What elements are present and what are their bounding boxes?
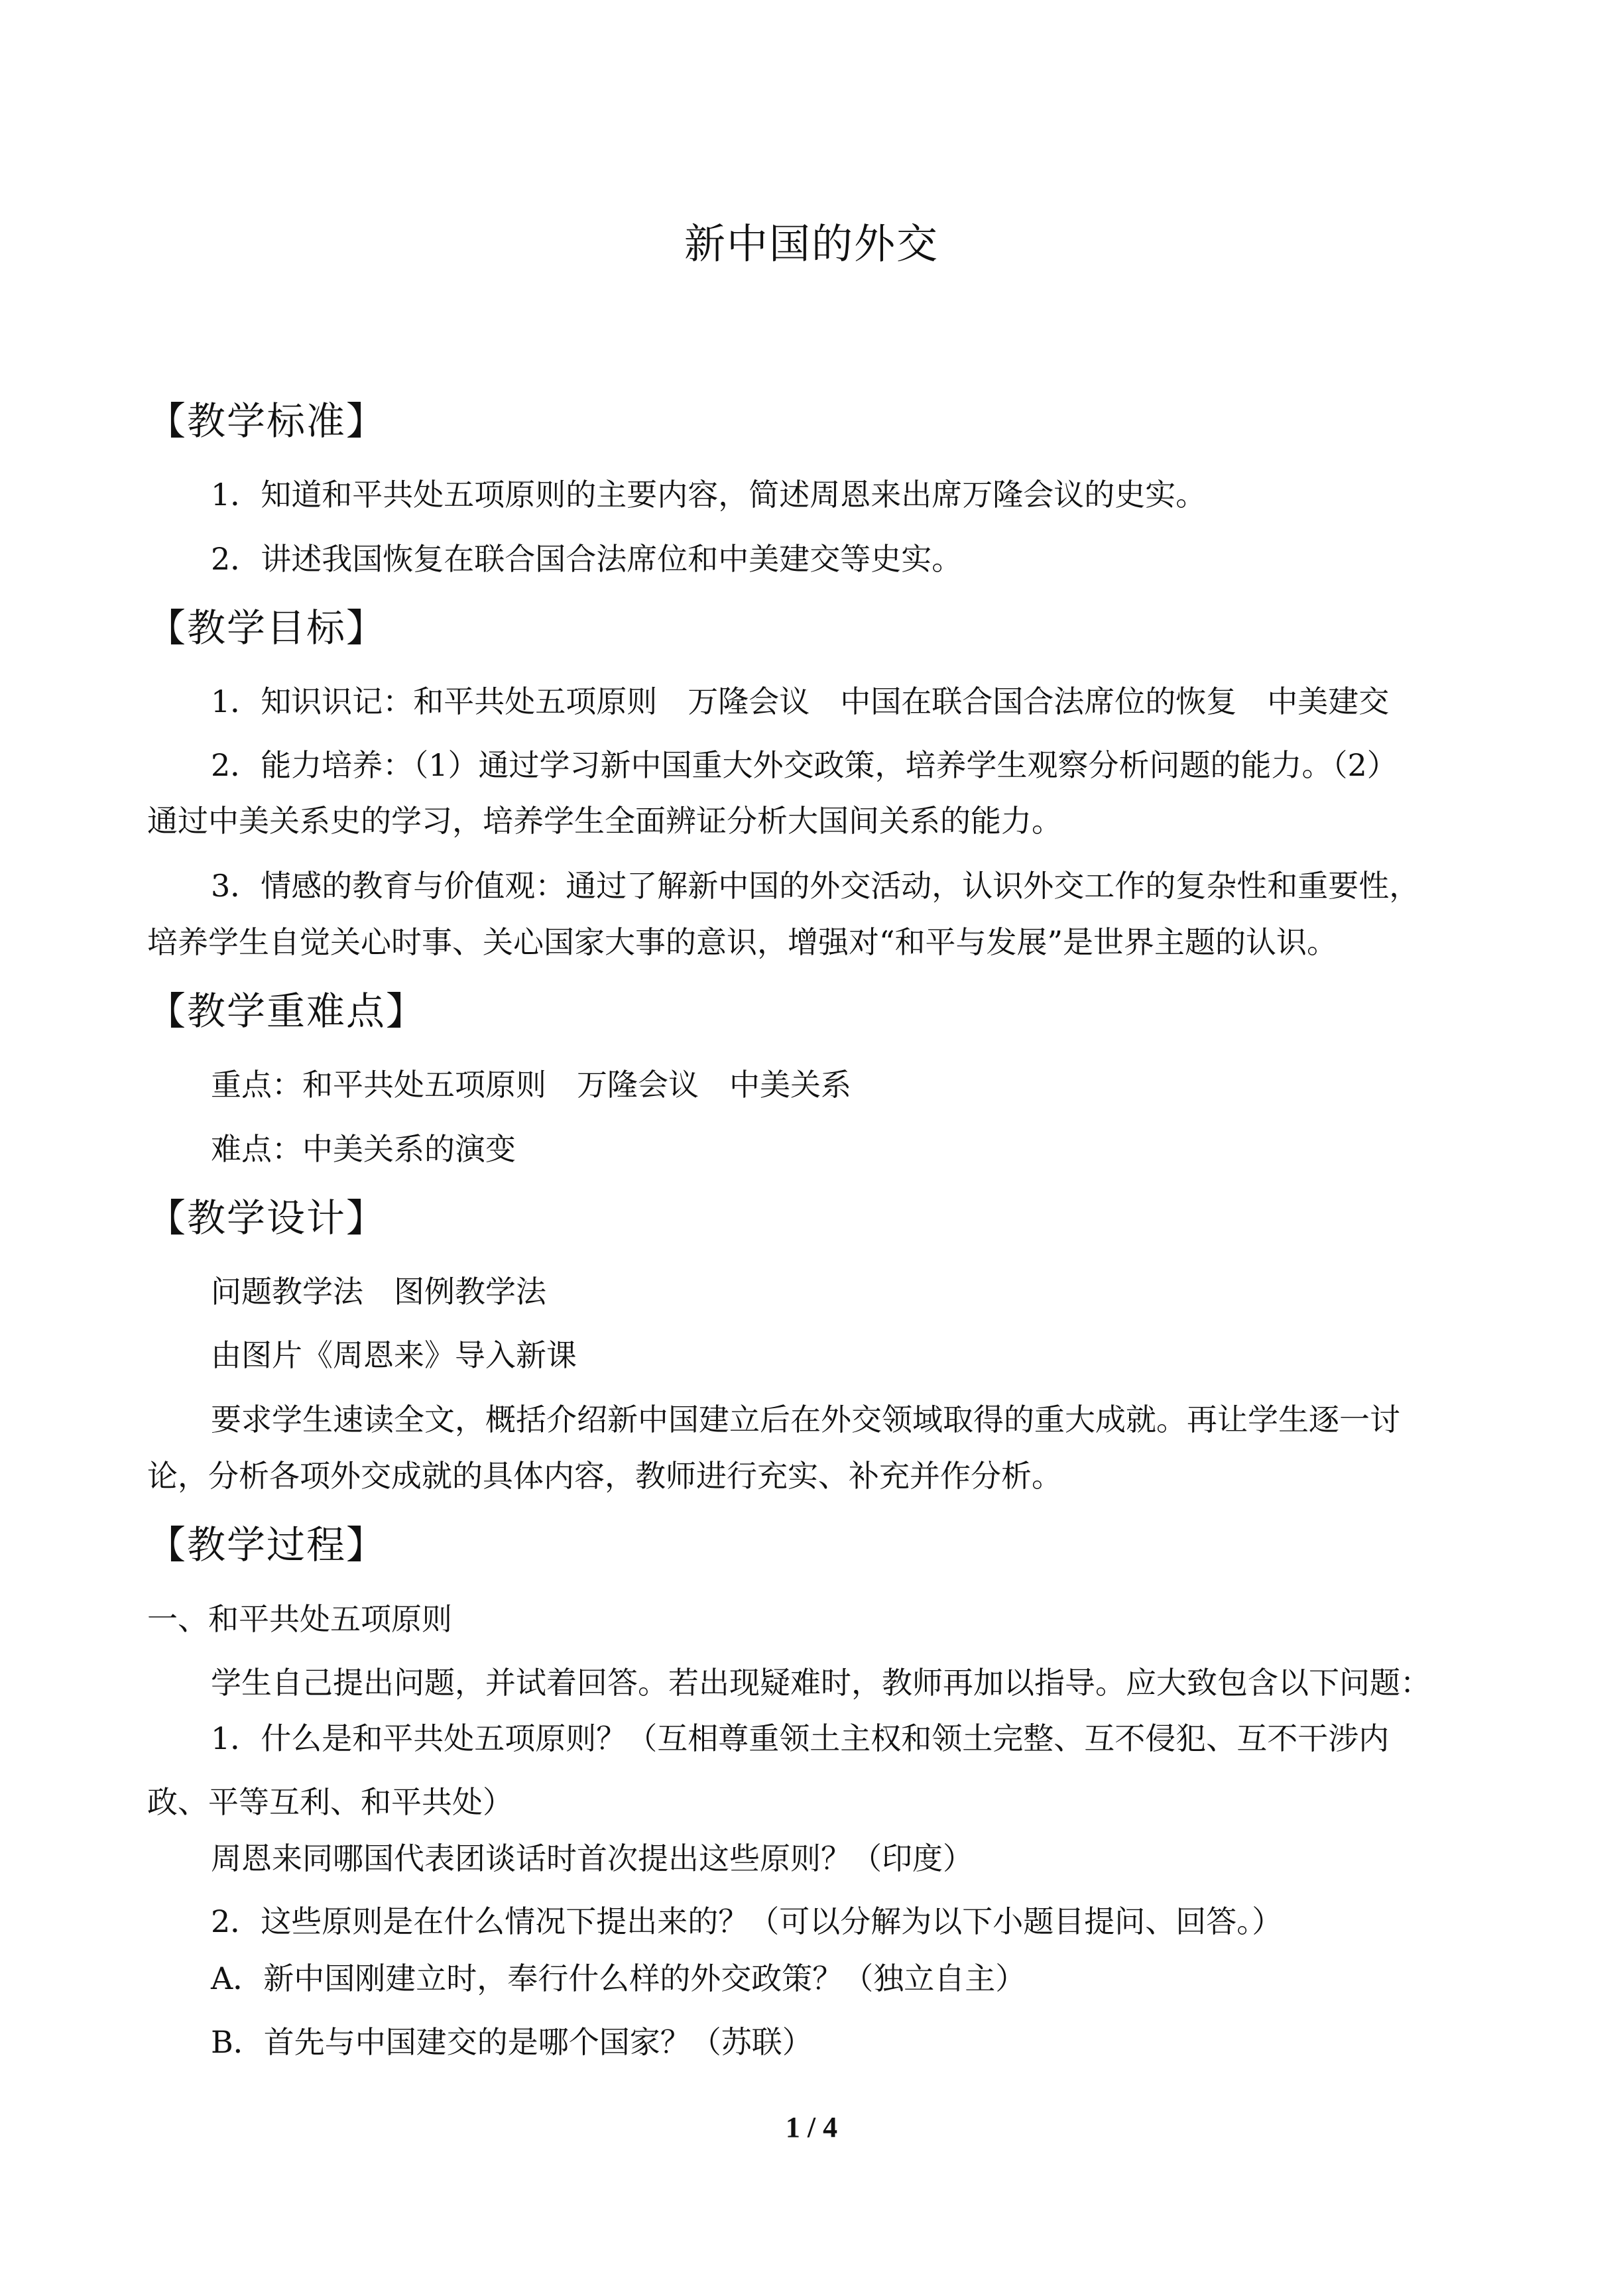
process-line-1: 一、和平共处五项原则: [147, 1601, 452, 1637]
goals-line-5: 培养学生自觉关心时事、关心国家大事的意识，增强对“和平与发展”是世界主题的认识。: [147, 924, 1338, 960]
goals-line-3: 通过中美关系史的学习，培养学生全面辨证分析大国间关系的能力。: [147, 803, 1062, 839]
design-line-3: 要求学生速读全文，概括介绍新中国建立后在外交领域取得的重大成就。再让学生逐一讨: [211, 1402, 1400, 1437]
process-line-7: A．新中国刚建立时，奉行什么样的外交政策？（独立自主）: [211, 1961, 1026, 1996]
process-line-5: 周恩来同哪国代表团谈话时首次提出这些原则？（印度）: [211, 1841, 973, 1876]
design-line-1: 问题教学法 图例教学法: [211, 1274, 546, 1309]
goals-line-2: 2．能力培养：（1）通过学习新中国重大外交政策，培养学生观察分析问题的能力。（2）: [211, 747, 1398, 783]
standard-line-1: 1．知道和平共处五项原则的主要内容，简述周恩来出席万隆会议的史实。: [211, 477, 1207, 513]
keypoints-line-1: 重点：和平共处五项原则 万隆会议 中美关系: [211, 1067, 851, 1103]
design-line-4: 论，分析各项外交成就的具体内容，教师进行充实、补充并作分析。: [147, 1458, 1062, 1494]
keypoints-line-2: 难点：中美关系的演变: [211, 1131, 516, 1167]
section-heading-standard: 【教学标准】: [147, 398, 387, 444]
section-heading-process: 【教学过程】: [147, 1522, 387, 1567]
goals-line-4: 3．情感的教育与价值观：通过了解新中国的外交活动，认识外交工作的复杂性和重要性，: [211, 868, 1420, 904]
process-line-6: 2．这些原则是在什么情况下提出来的？（可以分解为以下小题目提问、回答。）: [211, 1903, 1283, 1939]
section-heading-keypoints: 【教学重难点】: [147, 989, 426, 1034]
process-line-3: 1．什么是和平共处五项原则？（互相尊重领土主权和领土完整、互不侵犯、互不干涉内: [211, 1721, 1390, 1756]
process-line-4: 政、平等互利、和平共处）: [147, 1784, 513, 1820]
goals-line-1: 1．知识识记：和平共处五项原则 万隆会议 中国在联合国合法席位的恢复 中美建交: [211, 684, 1390, 719]
document-title: 新中国的外交: [684, 219, 939, 268]
process-line-2: 学生自己提出问题，并试着回答。若出现疑难时，教师再加以指导。应大致包含以下问题：: [211, 1665, 1431, 1701]
process-line-8: B．首先与中国建交的是哪个国家？（苏联）: [211, 2024, 813, 2060]
page-number: 1 / 4: [785, 2111, 838, 2144]
section-heading-goals: 【教学目标】: [147, 605, 387, 650]
standard-line-2: 2．讲述我国恢复在联合国合法席位和中美建交等史实。: [211, 541, 963, 577]
section-heading-design: 【教学设计】: [147, 1195, 387, 1240]
design-line-2: 由图片《周恩来》导入新课: [211, 1337, 577, 1373]
